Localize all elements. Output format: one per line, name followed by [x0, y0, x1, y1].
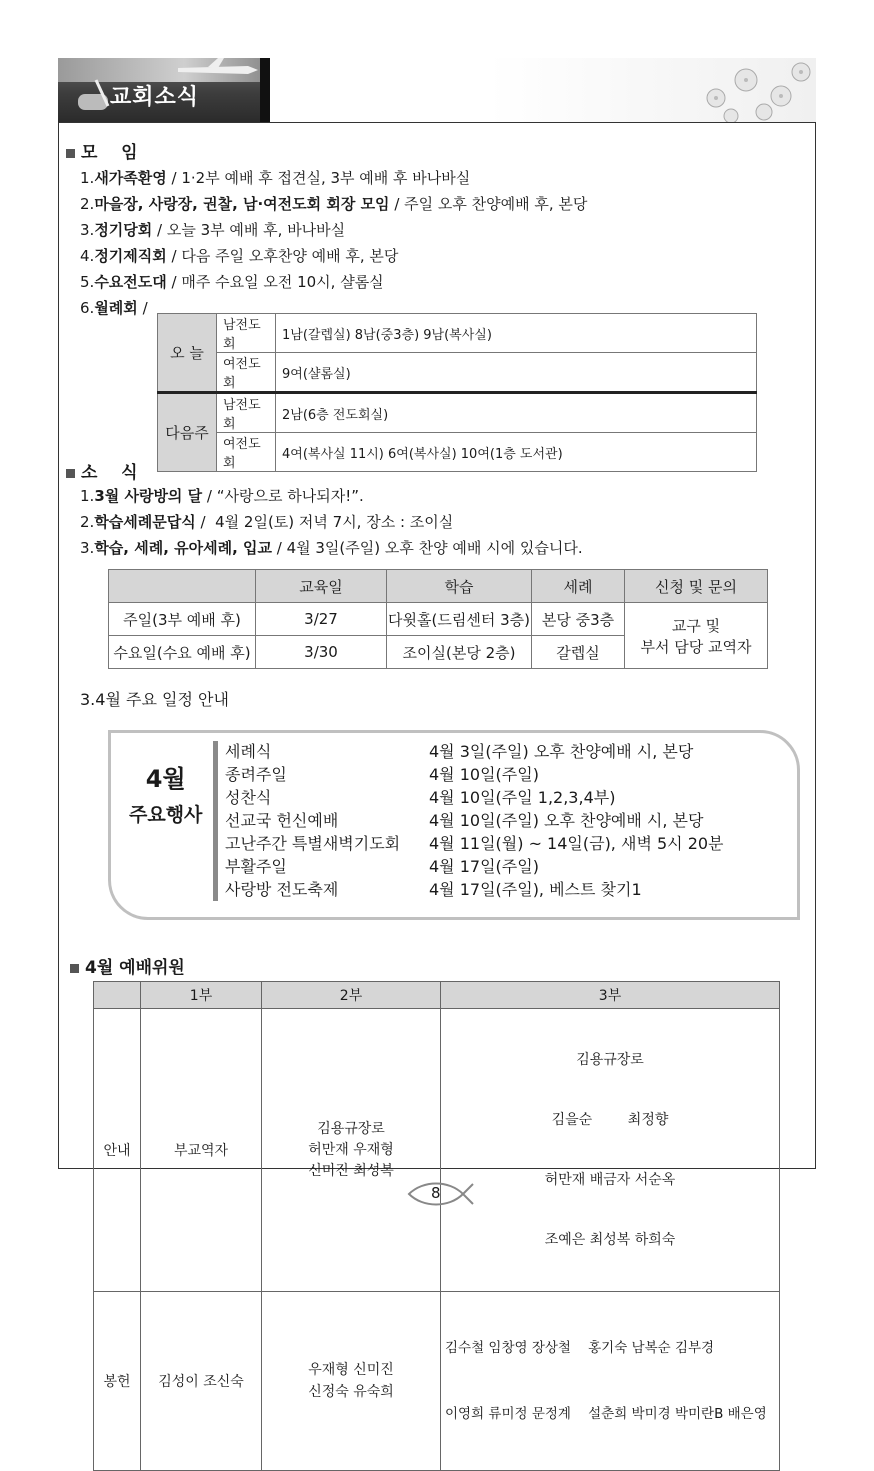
role-cell: 봉헌: [94, 1292, 141, 1471]
bullet-square-icon: [70, 964, 79, 973]
bullet-square-icon: [66, 469, 75, 478]
meeting-item: 3.정기당회 / 오늘 3부 예배 후, 바나바실: [80, 221, 346, 239]
table-row: [109, 603, 768, 636]
label-cell: 주일(3부 예배 후): [109, 603, 256, 636]
header-cell: 세례: [532, 570, 625, 603]
label-cell: 수요일(수요 예배 후): [109, 636, 256, 669]
contact-cell: 교구 및 부서 담당 교역자: [625, 603, 768, 669]
group-cell: 다음주: [158, 393, 217, 472]
pen-icon: [72, 76, 112, 120]
table-row: [158, 353, 757, 393]
service3-cell: 김수철 임창영 장상철 홍기숙 남복순 김부경 이영희 류미정 문정계 설춘희 박미경 박미란B 배은영: [441, 1292, 780, 1471]
meeting-item: 1.새가족환영 / 1·2부 예배 후 접견실, 3부 예배 후 바나바실: [80, 169, 471, 187]
detail-cell: 4여(복사실 11시) 6여(복사실) 10여(1층 도서관): [276, 433, 757, 472]
event-date: 4월 10일(주일 1,2,3,4부): [429, 788, 616, 807]
header-cell: [109, 570, 256, 603]
news-item: 2.학습세례문답식 / 4월 2일(토) 저녁 7시, 장소 : 조이실: [80, 513, 454, 531]
date-cell: 3/27: [256, 603, 387, 636]
schedule-subheading: 3.4월 주요 일정 안내: [80, 690, 229, 709]
detail-cell: 1남(갈렙실) 8남(중3층) 9남(복사실): [276, 314, 757, 353]
event-name: 선교국 헌신예배: [225, 811, 339, 830]
april-schedule-box: [108, 730, 800, 920]
org-cell: 여전도회: [217, 433, 276, 472]
event-name: 사랑방 전도축제: [225, 880, 339, 899]
event-date: 4월 3일(주일) 오후 찬양예배 시, 본당: [429, 742, 694, 761]
event-date: 4월 11일(월) ~ 14일(금), 새벽 5시 20분: [429, 834, 724, 853]
table-header-row: [109, 570, 768, 603]
worship-heading: 4월 예배위원: [70, 953, 185, 978]
header-cell: 2부: [262, 982, 441, 1009]
service2-cell: 우재형 신미진 신정숙 유숙희: [262, 1292, 441, 1471]
header-cell: [94, 982, 141, 1009]
event-date: 4월 10일(주일) 오후 찬양예배 시, 본당: [429, 811, 704, 830]
header-cell: 교육일: [256, 570, 387, 603]
detail-cell: 2남(6층 전도회실): [276, 393, 757, 433]
role-cell: 안내: [94, 1009, 141, 1292]
flower-decoration-icon: [686, 58, 816, 122]
meeting-item: 6.월례회 /: [80, 299, 148, 317]
monthly-meeting-table: [157, 313, 757, 472]
table-row: [94, 1292, 780, 1471]
event-date: 4월 17일(주일): [429, 857, 539, 876]
table-row: [94, 1009, 780, 1292]
table-row: [158, 393, 757, 433]
service2-cell: 김용규장로 허만재 우재형 신미진 최성복: [262, 1009, 441, 1292]
study-cell: 다윗홀(드림센터 3층): [387, 603, 532, 636]
schedule-divider: [213, 741, 218, 901]
section-header: [58, 58, 816, 122]
page-number-badge: [405, 1180, 475, 1208]
org-cell: 남전도회: [217, 393, 276, 433]
service1-cell: 김성이 조신숙: [141, 1292, 262, 1471]
org-cell: 여전도회: [217, 353, 276, 393]
event-name: 부활주일: [225, 857, 287, 876]
event-date: 4월 10일(주일): [429, 765, 539, 784]
org-cell: 남전도회: [217, 314, 276, 353]
service1-cell: 부교역자: [141, 1009, 262, 1292]
event-name: 세례식: [225, 742, 272, 761]
header-cell: 1부: [141, 982, 262, 1009]
detail-cell: 9여(샬롬실): [276, 353, 757, 393]
header-divider: [260, 58, 270, 122]
schedule-label: 4월 주요행사: [129, 765, 203, 826]
news-item: 1.3월 사랑방의 달 / “사랑으로 하나되자!”.: [80, 487, 364, 505]
meeting-item: 2.마을장, 사랑장, 권찰, 남·여전도회 회장 모임 / 주일 오후 찬양예배 후, 본당: [80, 195, 588, 213]
baptism-cell: 갈렙실: [532, 636, 625, 669]
page-number: 8: [431, 1184, 441, 1202]
bullet-square-icon: [66, 149, 75, 158]
group-cell: 오 늘: [158, 314, 217, 393]
education-table: [108, 569, 768, 669]
meeting-heading: 모 임: [66, 138, 138, 163]
study-cell: 조이실(본당 2층): [387, 636, 532, 669]
header-cell: 3부: [441, 982, 780, 1009]
page-title: 교회소식: [110, 85, 200, 110]
baptism-cell: 본당 중3층: [532, 603, 625, 636]
header-cell: 신청 및 문의: [625, 570, 768, 603]
event-date: 4월 17일(주일), 베스트 찾기1: [429, 880, 642, 899]
header-cell: 학습: [387, 570, 532, 603]
service3-cell: 김용규장로 김을순 최정향 허만재 배금자 서순옥 조예은 최성복 하희숙: [441, 1009, 780, 1292]
table-row: [158, 433, 757, 472]
news-item: 3.학습, 세례, 유아세례, 입교 / 4월 3일(주일) 오후 찬양 예배 시에 있습니다.: [80, 539, 583, 557]
event-name: 고난주간 특별새벽기도회: [225, 834, 401, 853]
event-name: 종려주일: [225, 765, 287, 784]
date-cell: 3/30: [256, 636, 387, 669]
worship-committee-table: [93, 981, 780, 1471]
meeting-item: 5.수요전도대 / 매주 수요일 오전 10시, 샬롬실: [80, 273, 384, 291]
table-header-row: [94, 982, 780, 1009]
event-name: 성찬식: [225, 788, 272, 807]
news-heading: 소 식: [66, 458, 138, 483]
meeting-item: 4.정기제직회 / 다음 주일 오후찬양 예배 후, 본당: [80, 247, 399, 265]
table-row: [158, 314, 757, 353]
